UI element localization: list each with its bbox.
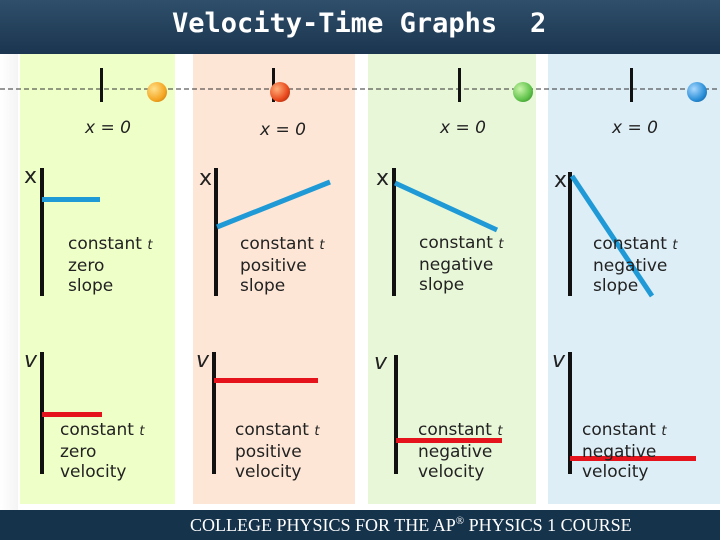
origin-marker-1 [100, 68, 103, 102]
position-line-2 [214, 175, 334, 235]
desc-line: velocity [418, 462, 485, 482]
v-graph-desc-3 [418, 420, 502, 482]
desc-line: constant [240, 234, 314, 254]
ball-3 [513, 82, 533, 102]
title-bar [0, 0, 720, 54]
desc-line: velocity [582, 462, 649, 482]
desc-line: constant [68, 234, 142, 254]
footer-bar [0, 510, 720, 540]
ball-1 [147, 82, 167, 102]
x-graph-axis-1 [40, 168, 44, 296]
desc-line: zero [68, 256, 105, 276]
page-title: Velocity-Time Graphs [172, 8, 498, 39]
v-axis-label-3: v [374, 350, 388, 375]
t-label: t [319, 238, 325, 253]
t-label: t [661, 424, 667, 439]
velocity-line-1 [42, 412, 102, 417]
desc-line: constant [582, 420, 656, 440]
desc-line: constant [419, 233, 493, 253]
x-axis-label-1: x [24, 164, 38, 189]
left-edge-shade [0, 0, 18, 540]
desc-line: constant [60, 420, 134, 440]
t-label: t [147, 238, 153, 253]
desc-line: zero [60, 442, 97, 462]
position-line-1 [42, 197, 100, 202]
desc-line: velocity [60, 462, 127, 482]
registered-mark: ® [455, 515, 465, 527]
desc-line: negative [418, 442, 493, 462]
t-label: t [314, 424, 320, 439]
desc-line: slope [593, 276, 639, 296]
desc-line: constant [418, 420, 492, 440]
x-zero-label-3: x = 0 [440, 118, 486, 138]
desc-line: positive [240, 256, 307, 276]
origin-marker-3 [458, 68, 461, 102]
desc-line: positive [235, 442, 302, 462]
desc-line: constant [235, 420, 309, 440]
footer-tail: PHYSICS 1 COURSE [464, 515, 632, 535]
desc-line: negative [419, 255, 494, 275]
x-zero-label-1: x = 0 [85, 118, 131, 138]
x-graph-desc-2 [240, 234, 324, 296]
v-axis-label-4: v [552, 348, 566, 373]
x-graph-desc-3 [419, 233, 503, 295]
desc-line: velocity [235, 462, 302, 482]
desc-line: slope [419, 275, 465, 295]
desc-line: slope [68, 276, 114, 296]
v-graph-desc-1 [60, 420, 144, 482]
ball-2 [270, 82, 290, 102]
t-label: t [672, 238, 678, 253]
position-line-3 [392, 178, 502, 238]
desc-line: constant [593, 234, 667, 254]
v-graph-axis-3 [394, 355, 398, 474]
x-axis-label-3: x [376, 166, 390, 191]
desc-line: negative [582, 442, 657, 462]
origin-marker-4 [630, 68, 633, 102]
x-graph-desc-4 [593, 234, 677, 296]
ball-4 [687, 82, 707, 102]
v-graph-axis-2 [212, 352, 216, 474]
t-label: t [139, 424, 145, 439]
x-zero-label-4: x = 0 [612, 118, 658, 138]
footer-text [190, 515, 632, 536]
v-axis-label-1: v [24, 348, 38, 373]
slide-number: 2 [530, 8, 547, 39]
x-axis-label-2: x [199, 166, 213, 191]
t-label: t [498, 237, 504, 252]
x-axis-label-4: x [554, 168, 568, 193]
desc-line: slope [240, 276, 286, 296]
footer-main: COLLEGE PHYSICS FOR THE AP [190, 515, 456, 535]
t-label: t [497, 424, 503, 439]
v-axis-label-2: v [196, 348, 210, 373]
v-graph-desc-4 [582, 420, 666, 482]
v-graph-desc-2 [235, 420, 319, 482]
motion-track [0, 84, 720, 94]
velocity-line-2 [214, 378, 318, 383]
x-zero-label-2: x = 0 [260, 120, 306, 140]
desc-line: negative [593, 256, 668, 276]
x-graph-desc-1 [68, 234, 152, 296]
